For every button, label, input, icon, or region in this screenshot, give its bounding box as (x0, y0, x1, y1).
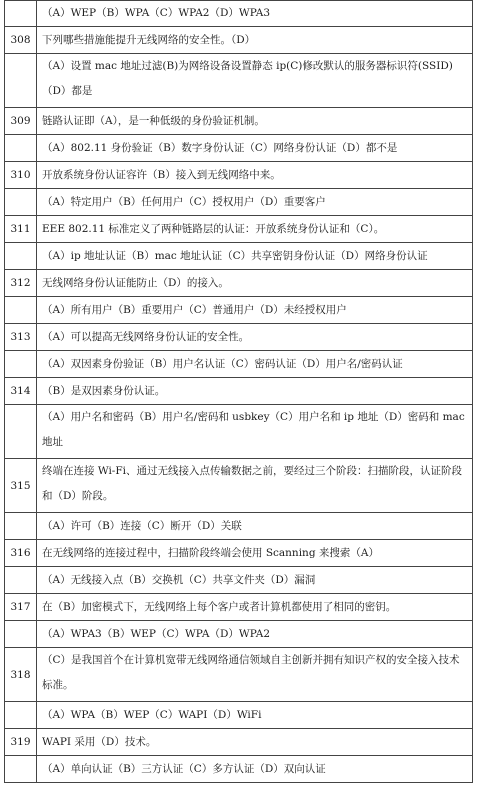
row-number (5, 405, 37, 458)
row-text: （A）用户名和密码（B）用户名/密码和 usbkey（C）用户名和 ip 地址（D）密码和 mac 地址 (42, 411, 465, 448)
row-number (5, 189, 37, 215)
row-text: （A）WEP（B）WPA（C）WPA2（D）WPA3 (42, 7, 271, 19)
row-text: （A）无线接入点（B）交换机（C）共享文件夹（D）漏洞 (42, 573, 316, 586)
row-text: （A）WPA3（B）WEP（C）WPA（D）WPA2 (42, 627, 271, 640)
row-number: 315 (5, 459, 37, 512)
table-row (4, 540, 473, 567)
row-number: 319 (5, 729, 37, 755)
row-number: 311 (5, 216, 37, 242)
row-number: 308 (5, 27, 37, 53)
row-number (5, 702, 37, 728)
row-text: （A）802.11 身份验证（B）数字身份认证（C）网络身份认证（D）都不是 (42, 141, 398, 154)
table-row (4, 54, 473, 108)
row-text: 开放系统身份认证容许（B）接入到无线网络中来。 (42, 168, 281, 181)
row-number: 318 (5, 648, 37, 701)
row-text: （A）ip 地址认证（B）mac 地址认证（C）共享密钥身份认证（D）网络身份认证 (42, 249, 428, 262)
table-row (4, 405, 473, 459)
row-text: （A）设置 mac 地址过滤(B)为网络设备设置静态 ip(C)修改默认的服务器标识符(SSID)（D）都是 (42, 60, 453, 97)
row-number (5, 135, 37, 161)
table-row (4, 648, 473, 702)
table-row (4, 567, 473, 594)
table-row (4, 351, 473, 378)
row-number (5, 756, 37, 782)
row-text: （A）许可（B）连接（C）断开（D）关联 (42, 519, 242, 532)
table-row (4, 135, 473, 162)
table-row (4, 297, 473, 324)
row-number: 310 (5, 162, 37, 188)
row-number (5, 1, 37, 26)
table-row (4, 594, 473, 621)
table-row (4, 216, 473, 243)
row-text: （C）是我国首个在计算机宽带无线网络通信领域自主创新并拥有知识产权的安全接入技术标准。 (42, 654, 460, 691)
table-row (4, 162, 473, 189)
row-number (5, 513, 37, 539)
table-row (4, 459, 473, 513)
row-text: （A）可以提高无线网络身份认证的安全性。 (42, 330, 250, 343)
row-number (5, 567, 37, 593)
row-text: 在无线网络的连接过程中，扫描阶段终端会使用 Scanning 来搜索（A） (42, 546, 379, 559)
table-row (4, 513, 473, 540)
row-number: 313 (5, 324, 37, 350)
row-text: WAPI 采用（D）技术。 (42, 735, 157, 748)
row-text: （B）是双因素身份认证。 (42, 384, 166, 397)
table-row (4, 189, 473, 216)
row-number: 316 (5, 540, 37, 566)
row-text: 终端在连接 Wi-Fi、通过无线接入点传输数据之前，要经过三个阶段：扫描阶段，认证阶段和（D）阶段。 (42, 465, 462, 502)
row-number (5, 351, 37, 377)
table-row (4, 0, 473, 27)
row-number: 314 (5, 378, 37, 404)
table-row (4, 324, 473, 351)
question-table (4, 0, 473, 783)
row-number: 312 (5, 270, 37, 296)
table-row (4, 702, 473, 729)
row-text: 链路认证即（A），是一种低级的身份验证机制。 (42, 114, 265, 127)
table-row (4, 108, 473, 135)
row-text: （A）所有用户（B）重要用户（C）普通用户（D）未经授权用户 (42, 303, 347, 316)
row-number (5, 54, 37, 107)
table-row (4, 378, 473, 405)
row-number: 309 (5, 108, 37, 134)
row-number (5, 243, 37, 269)
table-row (4, 27, 473, 54)
row-text: （A）特定用户（B）任何用户（C）授权用户（D）重要客户 (42, 195, 326, 208)
row-number (5, 297, 37, 323)
row-number (5, 621, 37, 647)
row-text: 在（B）加密模式下，无线网络上每个客户或者计算机都使用了相同的密钥。 (42, 600, 397, 613)
row-text: （A）双因素身份验证（B）用户名认证（C）密码认证（D）用户名/密码认证 (42, 357, 403, 370)
row-number: 317 (5, 594, 37, 620)
table-row (4, 270, 473, 297)
table-row (4, 729, 473, 756)
table-row (4, 756, 473, 783)
row-text: （A）单向认证（B）三方认证（C）多方认证（D）双向认证 (42, 762, 326, 775)
row-text: 下列哪些措施能提升无线网络的安全性。（D） (42, 33, 256, 46)
row-text: EEE 802.11 标准定义了两种链路层的认证：开放系统身份认证和（C）。 (42, 222, 385, 235)
table-row (4, 621, 473, 648)
row-text: 无线网络身份认证能防止（D）的接入。 (42, 276, 229, 289)
table-row (4, 243, 473, 270)
row-text: （A）WPA（B）WEP（C）WAPI（D）WiFi (42, 708, 262, 721)
